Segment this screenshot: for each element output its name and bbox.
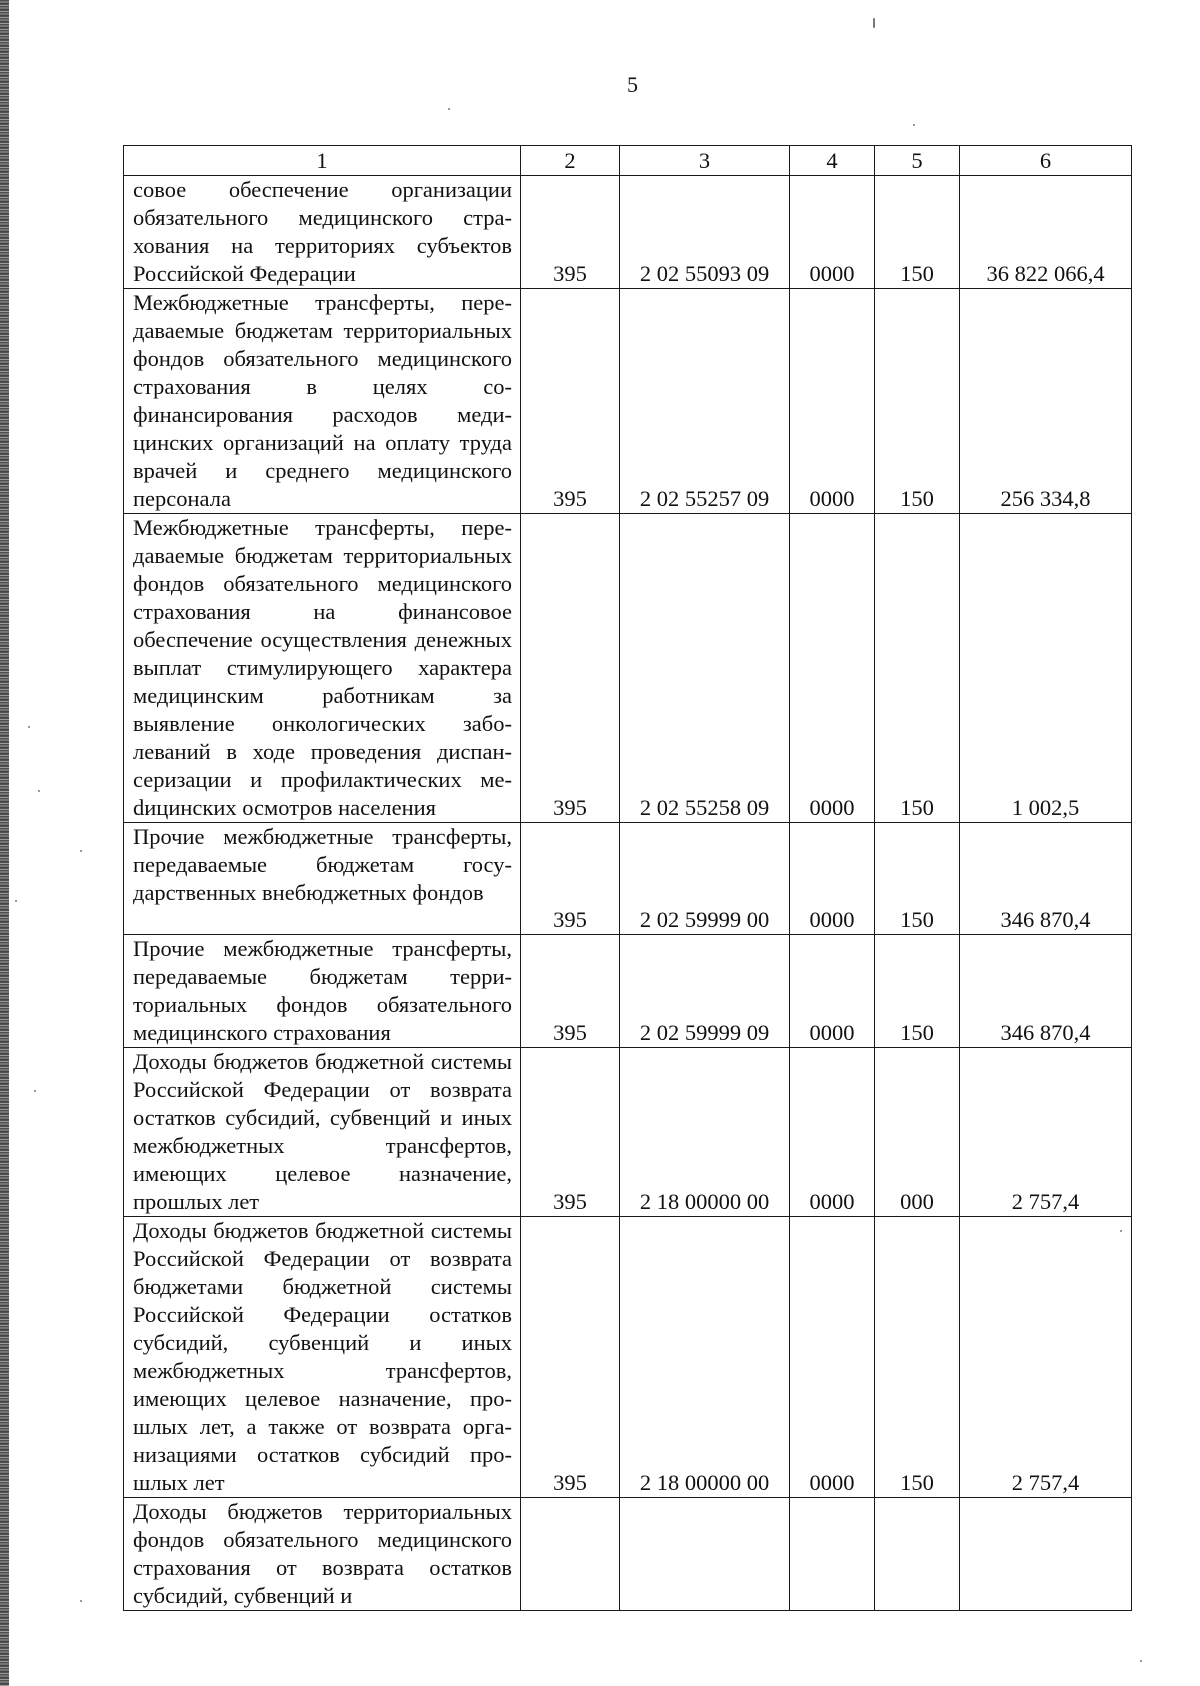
row-admin-code: 395 xyxy=(521,935,620,1048)
row-amount: 346 870,4 xyxy=(960,823,1132,935)
row-admin-code: 395 xyxy=(521,176,620,289)
row-description: Прочие межбюджетные трансферты, передаваемые бюджетам государственных внебюджетных фондов xyxy=(124,823,521,935)
row-kind-code: 150 xyxy=(875,289,960,514)
row-subtype-code: 0000 xyxy=(790,935,875,1048)
scan-speck xyxy=(80,1600,82,1602)
row-income-code: 2 02 55258 09 xyxy=(620,514,790,823)
column-header-4: 4 xyxy=(790,146,875,176)
column-header-2: 2 xyxy=(521,146,620,176)
row-subtype-code: 0000 xyxy=(790,289,875,514)
row-admin-code: 395 xyxy=(521,1217,620,1498)
row-income-code: 2 02 55257 09 xyxy=(620,289,790,514)
row-income-code: 2 18 00000 00 xyxy=(620,1217,790,1498)
page-number: 5 xyxy=(627,72,638,97)
row-income-code: 2 02 59999 00 xyxy=(620,823,790,935)
row-amount: 256 334,8 xyxy=(960,289,1132,514)
row-amount xyxy=(960,1498,1132,1611)
row-admin-code: 395 xyxy=(521,1048,620,1217)
row-admin-code: 395 xyxy=(521,823,620,935)
scan-speck xyxy=(15,900,17,902)
scan-edge xyxy=(0,0,9,1686)
row-admin-code xyxy=(521,1498,620,1611)
scan-speck xyxy=(448,108,450,110)
row-amount: 2 757,4 xyxy=(960,1048,1132,1217)
row-income-code: 2 02 59999 09 xyxy=(620,935,790,1048)
row-description: Доходы бюджетов территориальных фондов обязательного медицинского страхования от возврата остатков субсидий, субвенций и xyxy=(124,1498,521,1611)
table-row xyxy=(124,514,1132,823)
row-kind-code: 150 xyxy=(875,935,960,1048)
scan-speck xyxy=(34,1090,36,1092)
table-row xyxy=(124,1498,1132,1611)
row-admin-code: 395 xyxy=(521,514,620,823)
row-income-code: 2 18 00000 00 xyxy=(620,1048,790,1217)
row-subtype-code: 0000 xyxy=(790,176,875,289)
scan-speck xyxy=(873,18,875,28)
row-kind-code: 000 xyxy=(875,1048,960,1217)
scan-speck xyxy=(913,124,915,126)
table-row xyxy=(124,823,1132,935)
row-income-code xyxy=(620,1498,790,1611)
scan-speck xyxy=(1120,1230,1122,1232)
column-header-5: 5 xyxy=(875,146,960,176)
row-kind-code xyxy=(875,1498,960,1611)
column-header-1: 1 xyxy=(124,146,521,176)
row-subtype-code: 0000 xyxy=(790,1217,875,1498)
scan-speck xyxy=(38,790,40,792)
row-kind-code: 150 xyxy=(875,176,960,289)
row-subtype-code: 0000 xyxy=(790,1048,875,1217)
table-row xyxy=(124,935,1132,1048)
row-description: Межбюджетные трансферты, передаваемые бюджетам территориальных фондов обязательного медицинского страхования на финансовое обеспечение осуществления денежных выплат стимулирующего характера медицинским работникам за выявление онкологических заболеваний в ходе проведения диспансеризации и профилактических меdицинских осмотров населения xyxy=(124,514,521,823)
scan-speck xyxy=(1140,1660,1142,1662)
row-subtype-code: 0000 xyxy=(790,823,875,935)
table-row xyxy=(124,1217,1132,1498)
table-row xyxy=(124,289,1132,514)
row-kind-code: 150 xyxy=(875,514,960,823)
row-amount: 36 822 066,4 xyxy=(960,176,1132,289)
row-amount: 346 870,4 xyxy=(960,935,1132,1048)
column-header-3: 3 xyxy=(620,146,790,176)
row-amount: 1 002,5 xyxy=(960,514,1132,823)
row-kind-code: 150 xyxy=(875,823,960,935)
column-header-6: 6 xyxy=(960,146,1132,176)
row-description: совое обеспечение организации обязательного медицинского страхования на территориях субъектов Российской Федерации xyxy=(124,176,521,289)
table-row xyxy=(124,176,1132,289)
table-header-row xyxy=(124,146,1132,176)
row-subtype-code: 0000 xyxy=(790,514,875,823)
row-kind-code: 150 xyxy=(875,1217,960,1498)
row-income-code: 2 02 55093 09 xyxy=(620,176,790,289)
row-description: Прочие межбюджетные трансферты, передаваемые бюджетам территориальных фондов обязательного медицинского страхования xyxy=(124,935,521,1048)
row-description: Доходы бюджетов бюджетной системы Российской Федерации от возврата бюджетами бюджетной системы Российской Федерации остатков субсидий, субвенций и иных межбюджетных трансфертов, имеющих целевое назначение, прошлых лет, а также от возврата организациями остатков субсидий прошлых лет xyxy=(124,1217,521,1498)
scan-speck xyxy=(28,726,30,728)
row-amount: 2 757,4 xyxy=(960,1217,1132,1498)
row-description: Доходы бюджетов бюджетной системы Российской Федерации от возврата остатков субсидий, субвенций и иных межбюджетных трансфертов, имеющих целевое назначение, прошлых лет xyxy=(124,1048,521,1217)
budget-table xyxy=(123,145,1132,1611)
row-admin-code: 395 xyxy=(521,289,620,514)
row-subtype-code xyxy=(790,1498,875,1611)
scan-speck xyxy=(80,850,82,852)
table-row xyxy=(124,1048,1132,1217)
row-description: Межбюджетные трансферты, передаваемые бюджетам территориальных фондов обязательного медицинского страхования в целях софинансирования расходов медицинских организаций на оплату труда врачей и среднего медицинского персонала xyxy=(124,289,521,514)
